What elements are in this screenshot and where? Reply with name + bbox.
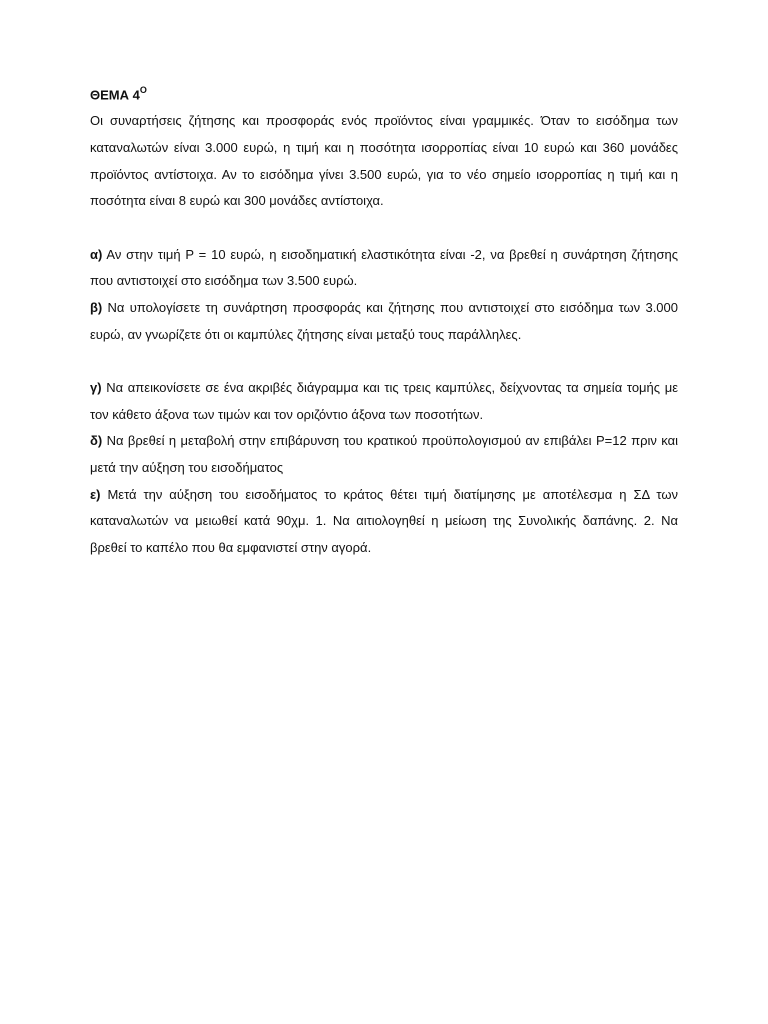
spacer [90, 215, 678, 242]
question-d-text: Να βρεθεί η μεταβολή στην επιβάρυνση του κρατικού προϋπολογισμού αν επιβάλει P=12 πριν και μετά την αύξηση του εισοδήματος [90, 433, 678, 476]
question-b-label: β) [90, 300, 103, 316]
question-e-text: Μετά την αύξηση του εισοδήματος το κράτος θέτει τιμή διατίμησης με αποτέλεσμα η ΣΔ των καταναλωτών να μειωθεί κατά 90χμ. 1. Να αιτιολογηθεί η μείωση της Συνολικής δαπάνης. 2. Να βρεθεί το καπέλο που θα εμφανιστεί στην αγορά. [90, 486, 678, 556]
question-c-text: Να απεικονίσετε σε ένα ακριβές διάγραμμα και τις τρεις καμπύλες, δείχνοντας τα σημεία τομής με τον κάθετο άξονα των τιμών και τον οριζόντιο άξονα των ποσοτήτων. [90, 379, 678, 422]
question-e [90, 482, 678, 562]
question-d-label: δ) [90, 433, 103, 449]
question-a-label: α) [90, 246, 103, 262]
question-c-label: γ) [90, 379, 102, 395]
spacer [90, 348, 678, 375]
question-b-text: Να υπολογίσετε τη συνάρτηση προσφοράς και ζήτησης που αντιστοιχεί στο εισόδημα των 3.000 ευρώ, αν γνωρίζετε ότι οι καμπύλες ζήτησης είναι μεταξύ τους παράλληλες. [90, 300, 678, 342]
question-c [90, 375, 678, 428]
document-page [90, 78, 678, 562]
title-superscript: Ο [139, 85, 147, 95]
question-a [90, 242, 678, 295]
question-a-text: Αν στην τιμή P = 10 ευρώ, η εισοδηματική ελαστικότητα είναι -2, να βρεθεί η συνάρτηση ζήτησης που αντιστοιχεί στο εισόδημα των 3.500 ευρώ. [90, 246, 678, 289]
question-d [90, 428, 678, 481]
title-text: ΘΕΜΑ 4 [90, 87, 140, 103]
question-e-label: ε) [90, 486, 101, 502]
question-b [90, 295, 678, 348]
document-title [90, 78, 678, 108]
intro-paragraph: Οι συναρτήσεις ζήτησης και προσφοράς ενός προϊόντος είναι γραμμικές. Όταν το εισόδημα των καταναλωτών είναι 3.000 ευρώ, η τιμή και η ποσότητα ισορροπίας είναι 10 ευρώ και 360 μονάδες προϊόντος αντίστοιχα. Αν το εισόδημα γίνει 3.500 ευρώ, για το νέο σημείο ισορροπίας η τιμή και η ποσότητα είναι 8 ευρώ και 300 μονάδες αντίστοιχα. [90, 113, 678, 209]
